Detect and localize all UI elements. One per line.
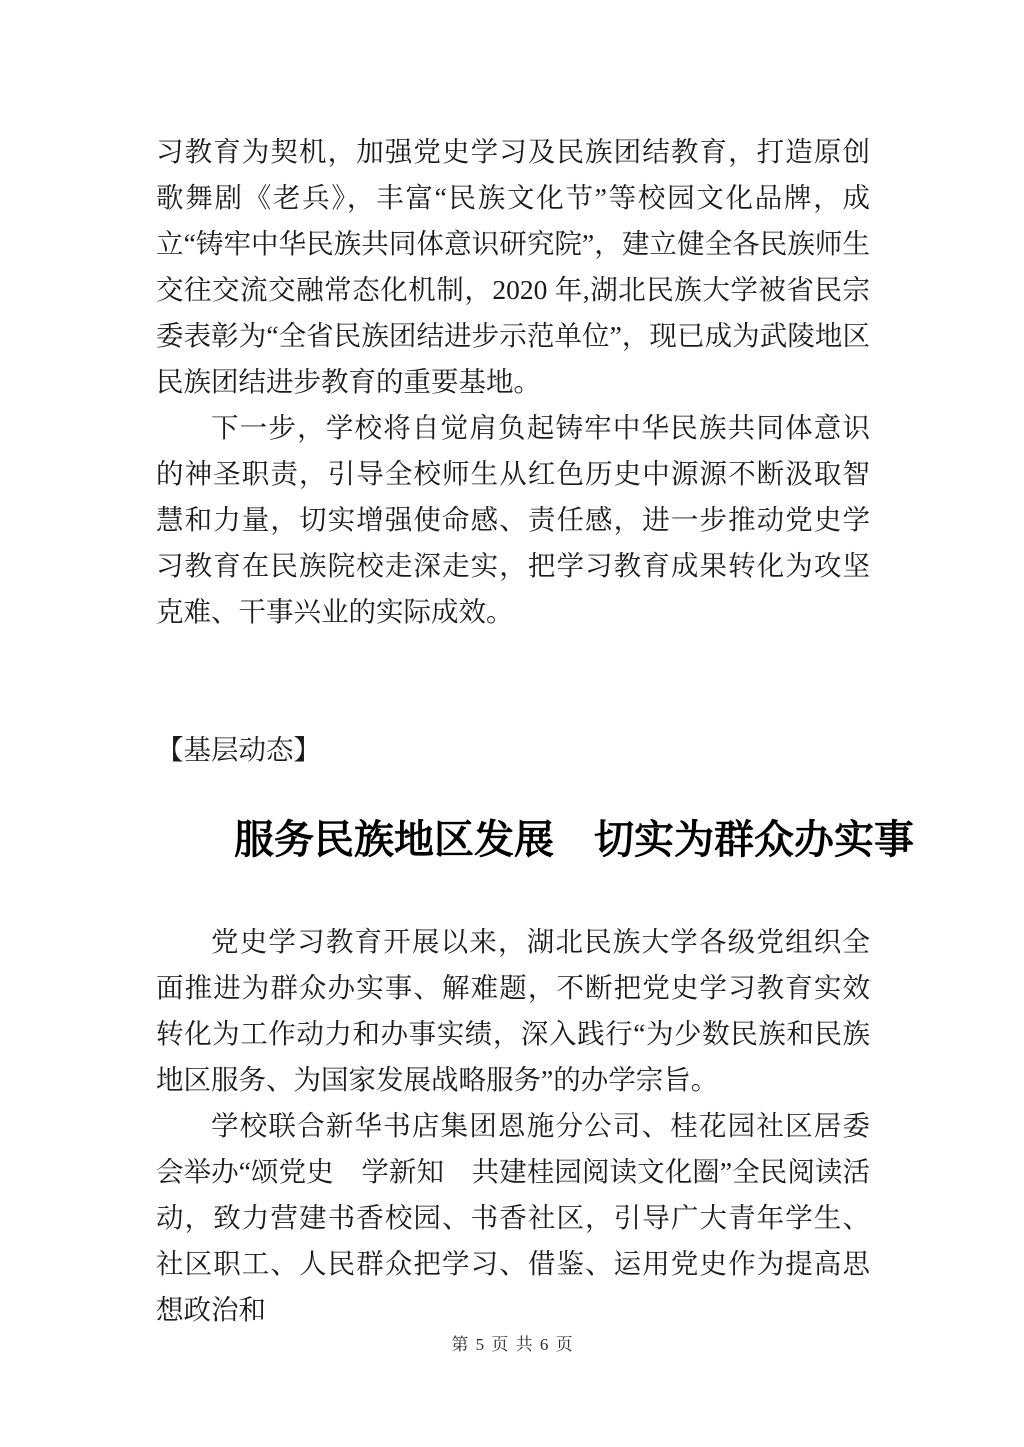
page-number-text: 第 5 页 共 6 页: [451, 1335, 573, 1354]
page-content: [156, 129, 914, 1333]
paragraph-continuation: 习教育为契机，加强党史学习及民族团结教育，打造原创歌舞剧《老兵》，丰富“民族文化节”等校园文化品牌，成立“铸牢中华民族共同体意识研究院”，建立健全各民族师生交往交流交融常态化机制，2020 年,湖北民族大学被省民宗委表彰为“全省民族团结进步示范单位”，现已成为武陵地区民族团结进步教育的重要基地。: [156, 136, 870, 397]
article-title: 服务民族地区发展 切实为群众办实事: [234, 817, 914, 862]
paragraph: 学校联合新华书店集团恩施分公司、桂花园社区居委会举办“颂党史 学新知 共建桂园阅读文化圈”全民阅读活动，致力营建书香校园、书香社区，引导广大青年学生、社区职工、人民群众把学习、借鉴、运用党史作为提高思想政治和: [156, 1110, 870, 1325]
page-footer: [0, 1332, 1024, 1358]
paragraph: 党史学习教育开展以来，湖北民族大学各级党组织全面推进为群众办实事、解难题，不断把党史学习教育实效转化为工作动力和办事实绩，深入践行“为少数民族和民族地区服务、为国家发展战略服务”的办学宗旨。: [156, 926, 870, 1095]
paragraph: 下一步，学校将自觉肩负起铸牢中华民族共同体意识的神圣职责，引导全校师生从红色历史中源源不断汲取智慧和力量，切实增强使命感、责任感，进一步推动党史学习教育在民族院校走深走实，把学习教育成果转化为攻坚克难、干事兴业的实际成效。: [156, 412, 870, 627]
section-label: 【基层动态】: [156, 734, 321, 765]
